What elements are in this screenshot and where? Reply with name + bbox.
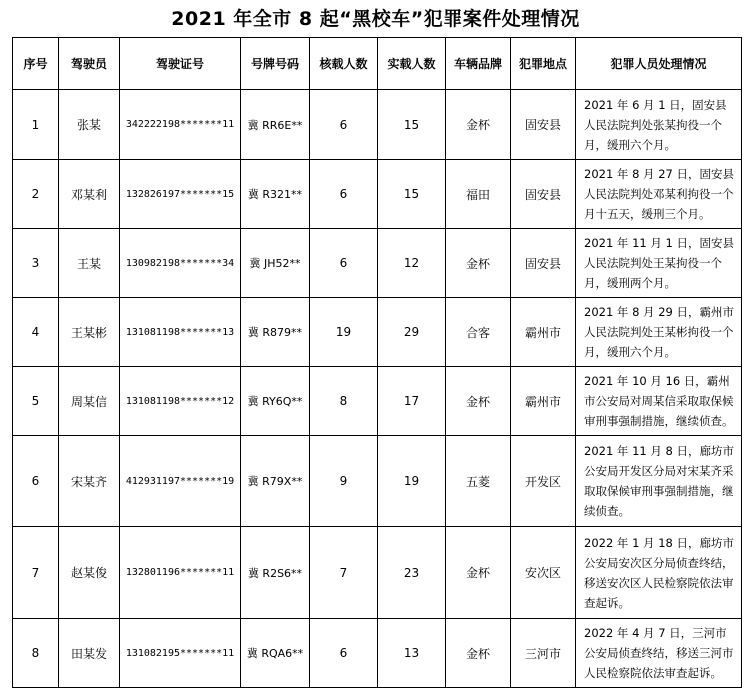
- cell-capacity: 8: [310, 367, 378, 436]
- header-license: 驾驶证号: [120, 38, 241, 90]
- cell-brand: 合客: [446, 298, 511, 367]
- cell-location: 固安县: [511, 160, 576, 229]
- cell-no: 2: [13, 160, 59, 229]
- cell-brand: 金杯: [446, 229, 511, 298]
- cell-plate: 冀 R2S6**: [241, 527, 310, 619]
- cell-location: 固安县: [511, 90, 576, 160]
- page-title: 2021 年全市 8 起“黑校车”犯罪案件处理情况: [171, 8, 580, 30]
- cell-brand: 金杯: [446, 527, 511, 619]
- cell-driver: 田某发: [59, 619, 120, 688]
- cell-no: 4: [13, 298, 59, 367]
- cell-handling: 2021 年 11 月 8 日，廊坊市公安局开发区分局对宋某齐采取取保候审刑事强制措施，继续侦查。: [576, 436, 742, 527]
- header-actual: 实载人数: [378, 38, 446, 90]
- header-location: 犯罪地点: [511, 38, 576, 90]
- cell-no: 3: [13, 229, 59, 298]
- cell-capacity: 9: [310, 436, 378, 527]
- cell-handling: 2022 年 1 月 18 日，廊坊市公安局安次区分局侦查终结，移送安次区人民检察院依法审查起诉。: [576, 527, 742, 619]
- cell-capacity: 6: [310, 229, 378, 298]
- cell-no: 6: [13, 436, 59, 527]
- cell-no: 7: [13, 527, 59, 619]
- cell-driver: 邓某利: [59, 160, 120, 229]
- cell-plate: 冀 JH52**: [241, 229, 310, 298]
- header-plate: 号牌号码: [241, 38, 310, 90]
- cell-brand: 金杯: [446, 367, 511, 436]
- table-row: [13, 619, 742, 688]
- cell-handling: 2021 年 8 月 29 日，霸州市人民法院判处王某彬拘役一个月，缓刑六个月。: [576, 298, 742, 367]
- cell-capacity: 6: [310, 160, 378, 229]
- cell-license: 131082195*******11: [120, 619, 241, 688]
- cell-handling: 2021 年 6 月 1 日，固安县人民法院判处张某拘役一个月，缓刑六个月。: [576, 90, 742, 160]
- cell-brand: 金杯: [446, 90, 511, 160]
- cell-driver: 王某彬: [59, 298, 120, 367]
- header-no: 序号: [13, 38, 59, 90]
- cell-no: 8: [13, 619, 59, 688]
- cell-brand: 福田: [446, 160, 511, 229]
- table-row: [13, 160, 742, 229]
- cell-brand: 金杯: [446, 619, 511, 688]
- cell-license: 131081198*******12: [120, 367, 241, 436]
- cell-plate: 冀 R79X**: [241, 436, 310, 527]
- table-header-row: [13, 38, 742, 90]
- cell-license: 132826197*******15: [120, 160, 241, 229]
- cell-plate: 冀 RR6E**: [241, 90, 310, 160]
- cell-license: 132801196*******11: [120, 527, 241, 619]
- table-row: [13, 90, 742, 160]
- cell-actual: 19: [378, 436, 446, 527]
- case-table: [12, 37, 742, 688]
- cell-capacity: 6: [310, 619, 378, 688]
- cell-location: 安次区: [511, 527, 576, 619]
- cell-handling: 2021 年 11 月 1 日，固安县人民法院判处王某拘役一个月，缓刑两个月。: [576, 229, 742, 298]
- header-handling: 犯罪人员处理情况: [576, 38, 742, 90]
- cell-actual: 23: [378, 527, 446, 619]
- cell-location: 开发区: [511, 436, 576, 527]
- cell-capacity: 7: [310, 527, 378, 619]
- cell-license: 342222198*******11: [120, 90, 241, 160]
- header-brand: 车辆品牌: [446, 38, 511, 90]
- cell-license: 130982198*******34: [120, 229, 241, 298]
- cell-no: 1: [13, 90, 59, 160]
- cell-location: 霸州市: [511, 298, 576, 367]
- table-row: [13, 527, 742, 619]
- cell-plate: 冀 R321**: [241, 160, 310, 229]
- header-capacity: 核载人数: [310, 38, 378, 90]
- cell-location: 固安县: [511, 229, 576, 298]
- cell-driver: 张某: [59, 90, 120, 160]
- cell-actual: 12: [378, 229, 446, 298]
- cell-capacity: 19: [310, 298, 378, 367]
- cell-actual: 13: [378, 619, 446, 688]
- cell-plate: 冀 RQA6**: [241, 619, 310, 688]
- cell-handling: 2021 年 10 月 16 日，霸州市公安局对周某信采取取保候审刑事强制措施，继续侦查。: [576, 367, 742, 436]
- cell-actual: 17: [378, 367, 446, 436]
- cell-driver: 宋某齐: [59, 436, 120, 527]
- cell-license: 131081198*******13: [120, 298, 241, 367]
- cell-handling: 2022 年 4 月 7 日，三河市公安局侦查终结，移送三河市人民检察院依法审查起诉。: [576, 619, 742, 688]
- cell-driver: 赵某俊: [59, 527, 120, 619]
- table-row: [13, 229, 742, 298]
- cell-actual: 15: [378, 160, 446, 229]
- cell-no: 5: [13, 367, 59, 436]
- cell-driver: 王某: [59, 229, 120, 298]
- cell-handling: 2021 年 8 月 27 日，固安县人民法院判处邓某利拘役一个月十五天，缓刑三个月。: [576, 160, 742, 229]
- header-driver: 驾驶员: [59, 38, 120, 90]
- cell-license: 412931197*******19: [120, 436, 241, 527]
- cell-location: 霸州市: [511, 367, 576, 436]
- cell-plate: 冀 RY6Q**: [241, 367, 310, 436]
- cell-driver: 周某信: [59, 367, 120, 436]
- cell-plate: 冀 R879**: [241, 298, 310, 367]
- cell-actual: 29: [378, 298, 446, 367]
- cell-actual: 15: [378, 90, 446, 160]
- cell-location: 三河市: [511, 619, 576, 688]
- cell-capacity: 6: [310, 90, 378, 160]
- cell-brand: 五菱: [446, 436, 511, 527]
- table-row: [13, 367, 742, 436]
- table-row: [13, 298, 742, 367]
- table-row: [13, 436, 742, 527]
